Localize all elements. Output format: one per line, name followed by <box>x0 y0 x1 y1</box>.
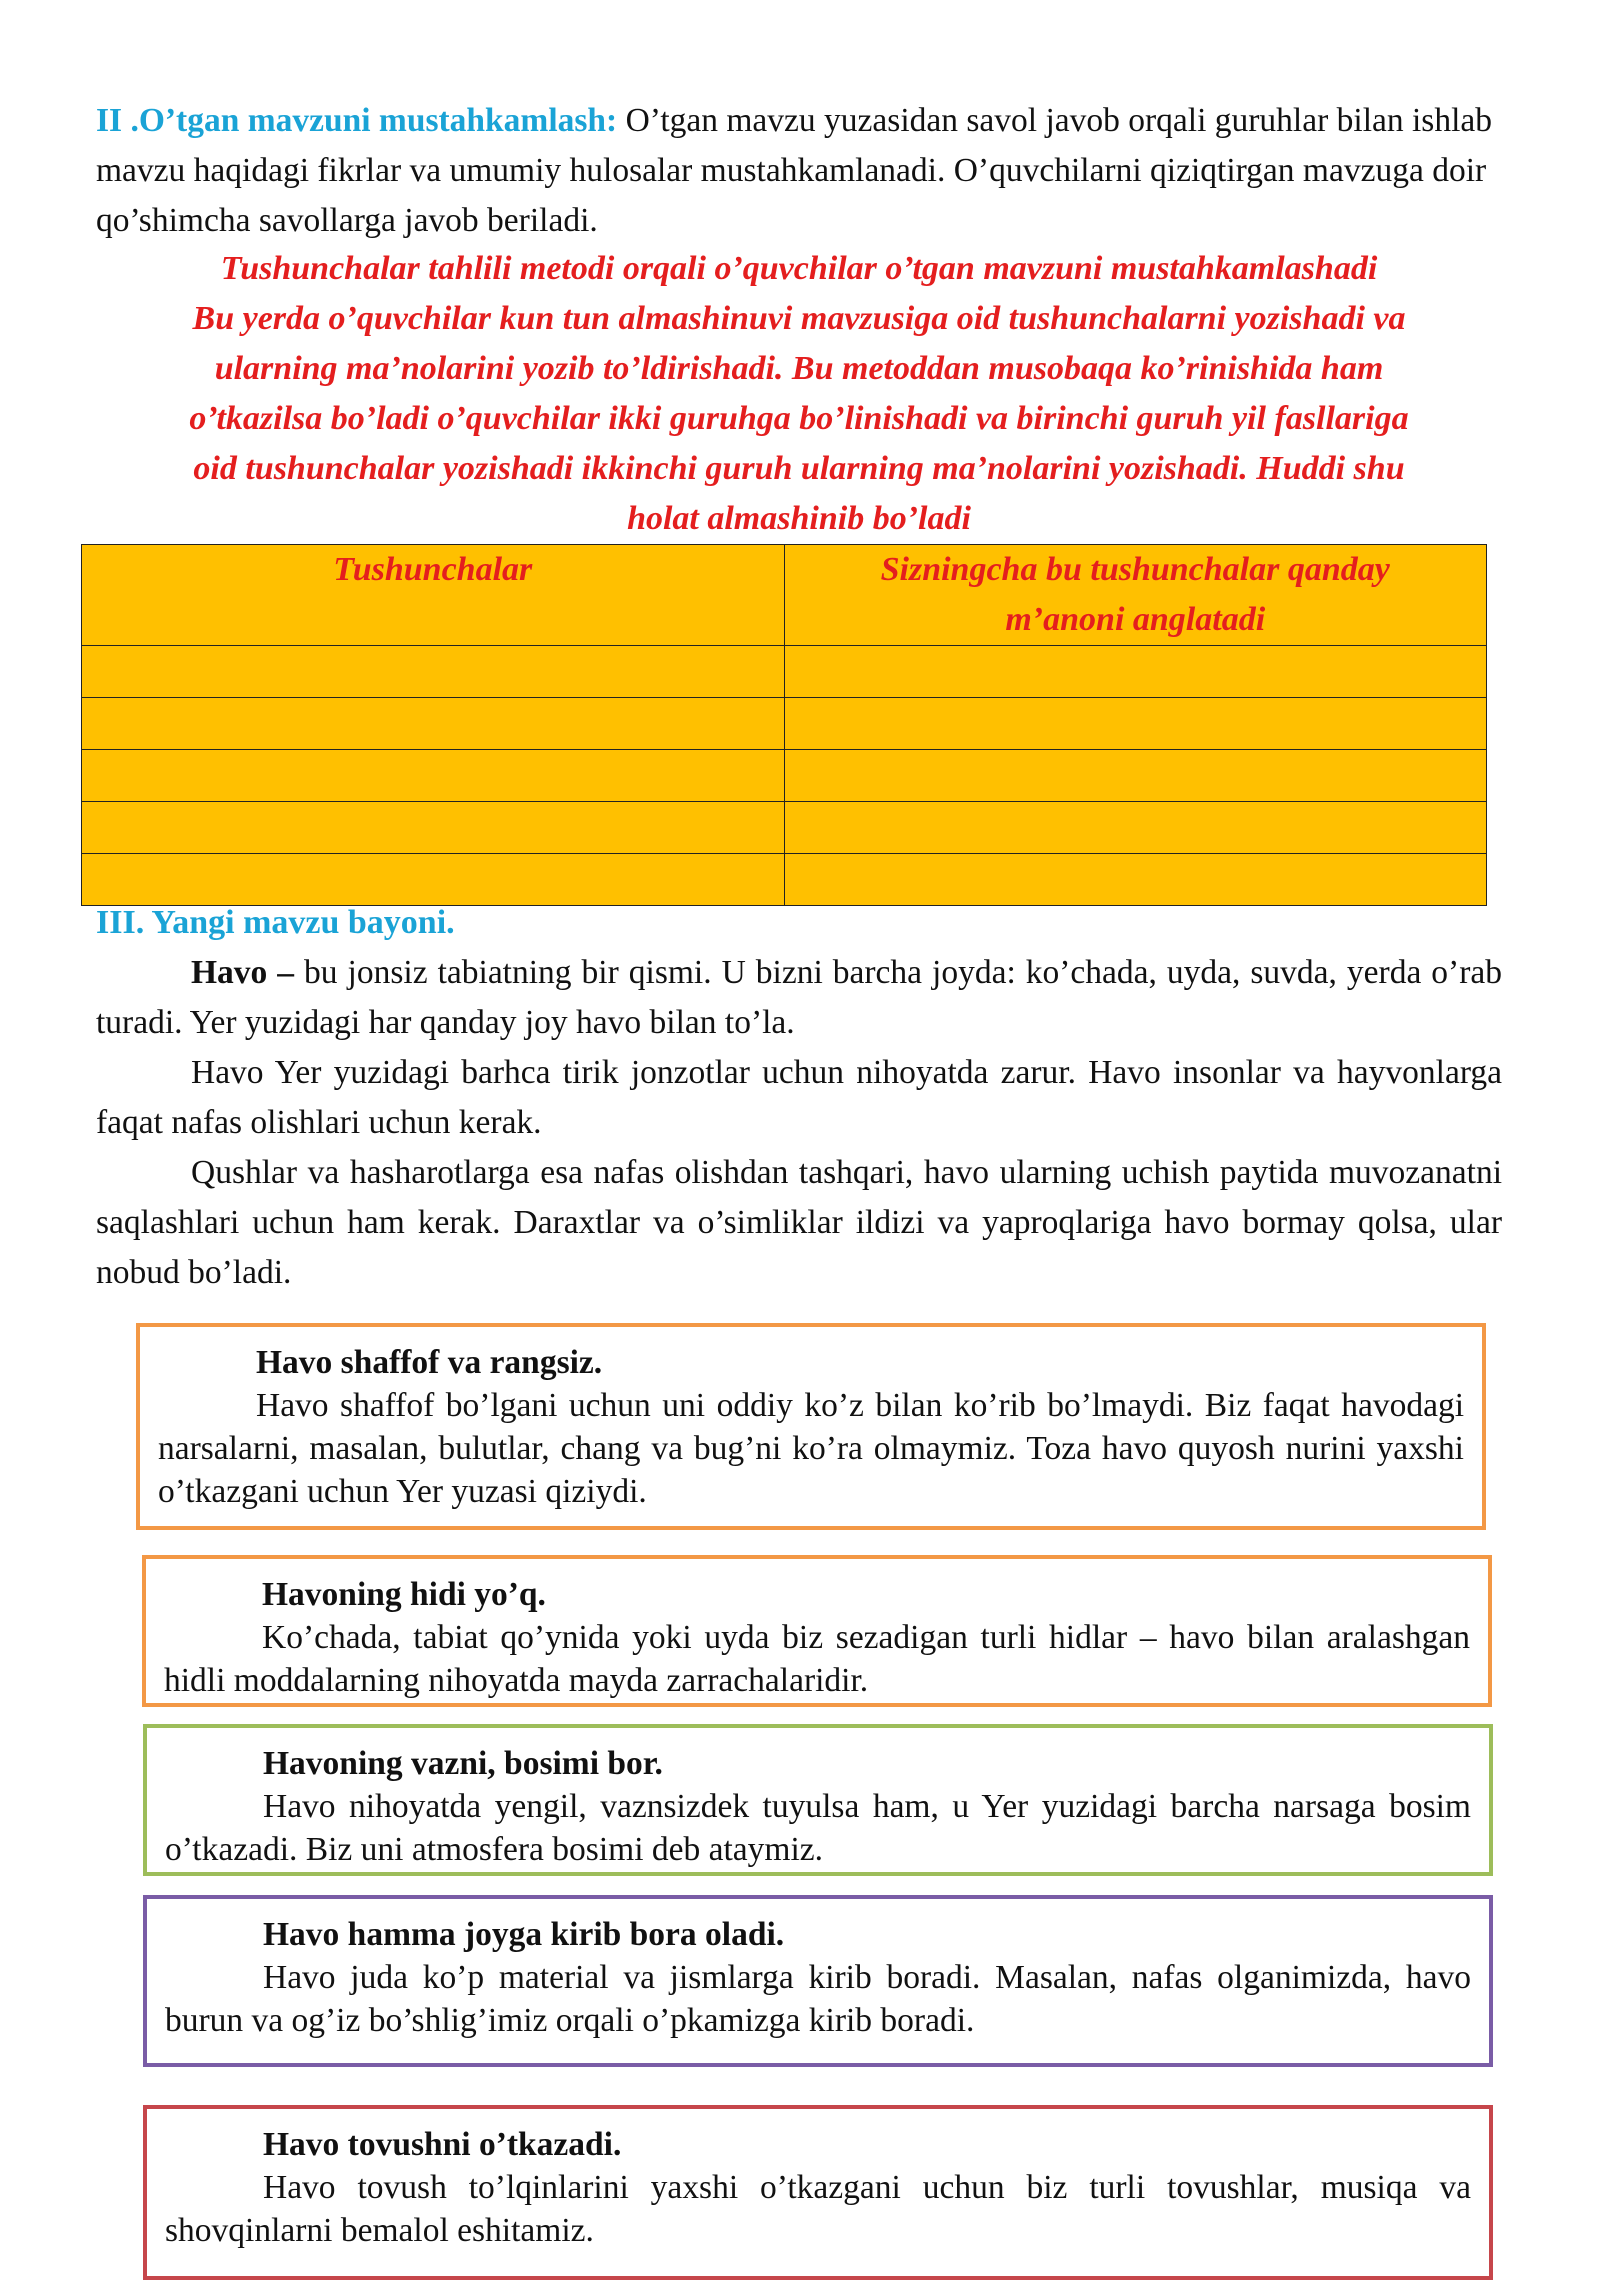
paragraph: Havo Yer yuzidagi barhca tirik jonzotlar uchun nihoyatda zarur. Havo insonlar va hayvonlarga faqat nafas olishlari uchun kerak. <box>96 1054 1502 1141</box>
fact-box-text: Havo nihoyatda yengil, vaznsizdek tuyulsa ham, u Yer yuzidagi barcha narsaga bosim o’tkazadi. Biz uni atmosfera bosimi deb ataymiz. <box>165 1788 1471 1868</box>
intro-paragraph <box>96 96 1502 246</box>
method-line: o’tkazilsa bo’ladi o’quvchilar ikki guruhga bo’linishadi va birinchi guruh yil fasllariga <box>189 400 1409 437</box>
table-cell[interactable] <box>82 750 785 802</box>
section-2-heading: II .O’tgan mavzuni mustahkamlash: <box>96 102 618 139</box>
fact-box-title: Havoning vazni, bosimi bor. <box>263 1745 663 1782</box>
fact-box-text: Havo shaffof bo’lgani uchun uni oddiy ko’z bilan ko’rib bo’lmaydi. Biz faqat havodagi narsalarni, masalan, bulutlar, chang va bug’ni ko’ra olmaymiz. Toza havo quyosh nurini yaxshi o’tkazgani uchun Yer yuzasi qiziydi. <box>158 1387 1464 1510</box>
fact-box-text: Ko’chada, tabiat qo’ynida yoki uyda biz sezadigan turli hidlar – havo bilan aralashgan hidli moddalarning nihoyatda mayda zarrachalaridir. <box>164 1619 1470 1699</box>
method-line: holat almashinib bo’ladi <box>627 500 971 537</box>
column-header-concepts: Tushunchalar <box>82 545 785 646</box>
term-havo: Havo – <box>191 954 295 991</box>
table-header-row <box>82 545 1487 646</box>
fact-box-sound <box>143 2105 1493 2280</box>
fact-box-text: Havo juda ko’p material va jismlarga kirib boradi. Masalan, nafas olganimizda, havo burun va og’iz bo’shlig’imiz orqali o’pkamizga kirib boradi. <box>165 1959 1471 2039</box>
table-cell[interactable] <box>784 750 1487 802</box>
method-line: Tushunchalar tahlili metodi orqali o’quvchilar o’tgan mavzuni mustahkamlashadi <box>220 250 1378 287</box>
fact-box-penetrates <box>143 1895 1493 2067</box>
table-row <box>82 646 1487 698</box>
column-header-meaning <box>784 545 1487 646</box>
table-cell[interactable] <box>784 802 1487 854</box>
table-row <box>82 698 1487 750</box>
table-cell[interactable] <box>784 646 1487 698</box>
fact-box-pressure <box>143 1724 1493 1876</box>
table-cell[interactable] <box>82 698 785 750</box>
paragraph <box>96 948 1502 1048</box>
column-header-meaning-line: m’anoni anglatadi <box>1005 601 1266 638</box>
table-row <box>82 750 1487 802</box>
method-line: oid tushunchalar yozishadi ikkinchi guruh ularning ma’nolarini yozishadi. Huddi shu <box>193 450 1405 487</box>
method-description <box>96 244 1502 544</box>
fact-box-transparent <box>136 1323 1486 1530</box>
section-3-body <box>96 948 1502 1298</box>
section-3-heading: III. Yangi mavzu bayoni. <box>96 904 455 941</box>
fact-box-title: Havo tovushni o’tkazadi. <box>263 2126 622 2163</box>
fact-box-title: Havo shaffof va rangsiz. <box>256 1344 603 1381</box>
table-cell[interactable] <box>784 854 1487 906</box>
table-cell[interactable] <box>82 802 785 854</box>
method-line: Bu yerda o’quvchilar kun tun almashinuvi mavzusiga oid tushunchalarni yozishadi va <box>192 300 1406 337</box>
method-line: ularning ma’nolarini yozib to’ldirishadi. Bu metoddan musobaqa ko’rinishida ham <box>214 350 1384 387</box>
fact-box-title: Havoning hidi yo’q. <box>262 1576 546 1613</box>
intro-text: O’tgan mavzu yuzasidan savol javob orqali guruhlar bilan ishlab mavzu haqidagi fikrlar va umumiy hulosalar mustahkamlanadi. O’quvchilarni qiziqtirgan mavzuga doir qo’shimcha savollarga javob beriladi. <box>96 102 1493 239</box>
paragraph-text: bu jonsiz tabiatning bir qismi. U bizni barcha joyda: ko’chada, uyda, suvda, yerda o’rab turadi. Yer yuzidagi har qanday joy havo bilan to’la. <box>96 954 1502 1041</box>
fact-box-odorless <box>142 1555 1492 1707</box>
column-header-meaning-line: Sizningcha bu tushunchalar qanday <box>880 551 1390 588</box>
table-cell[interactable] <box>82 646 785 698</box>
fact-box-title: Havo hamma joyga kirib bora oladi. <box>263 1916 785 1953</box>
concepts-table <box>81 544 1487 906</box>
table-row <box>82 802 1487 854</box>
fact-box-text: Havo tovush to’lqinlarini yaxshi o’tkazgani uchun biz turli tovushlar, musiqa va shovqinlarni bemalol eshitamiz. <box>165 2169 1471 2249</box>
paragraph: Qushlar va hasharotlarga esa nafas olishdan tashqari, havo ularning uchish paytida muvozanatni saqlashlari uchun ham kerak. Daraxtlar va o’simliklar ildizi va yaproqlariga havo bormay qolsa, ular nobud bo’ladi. <box>96 1154 1502 1291</box>
table-cell[interactable] <box>784 698 1487 750</box>
